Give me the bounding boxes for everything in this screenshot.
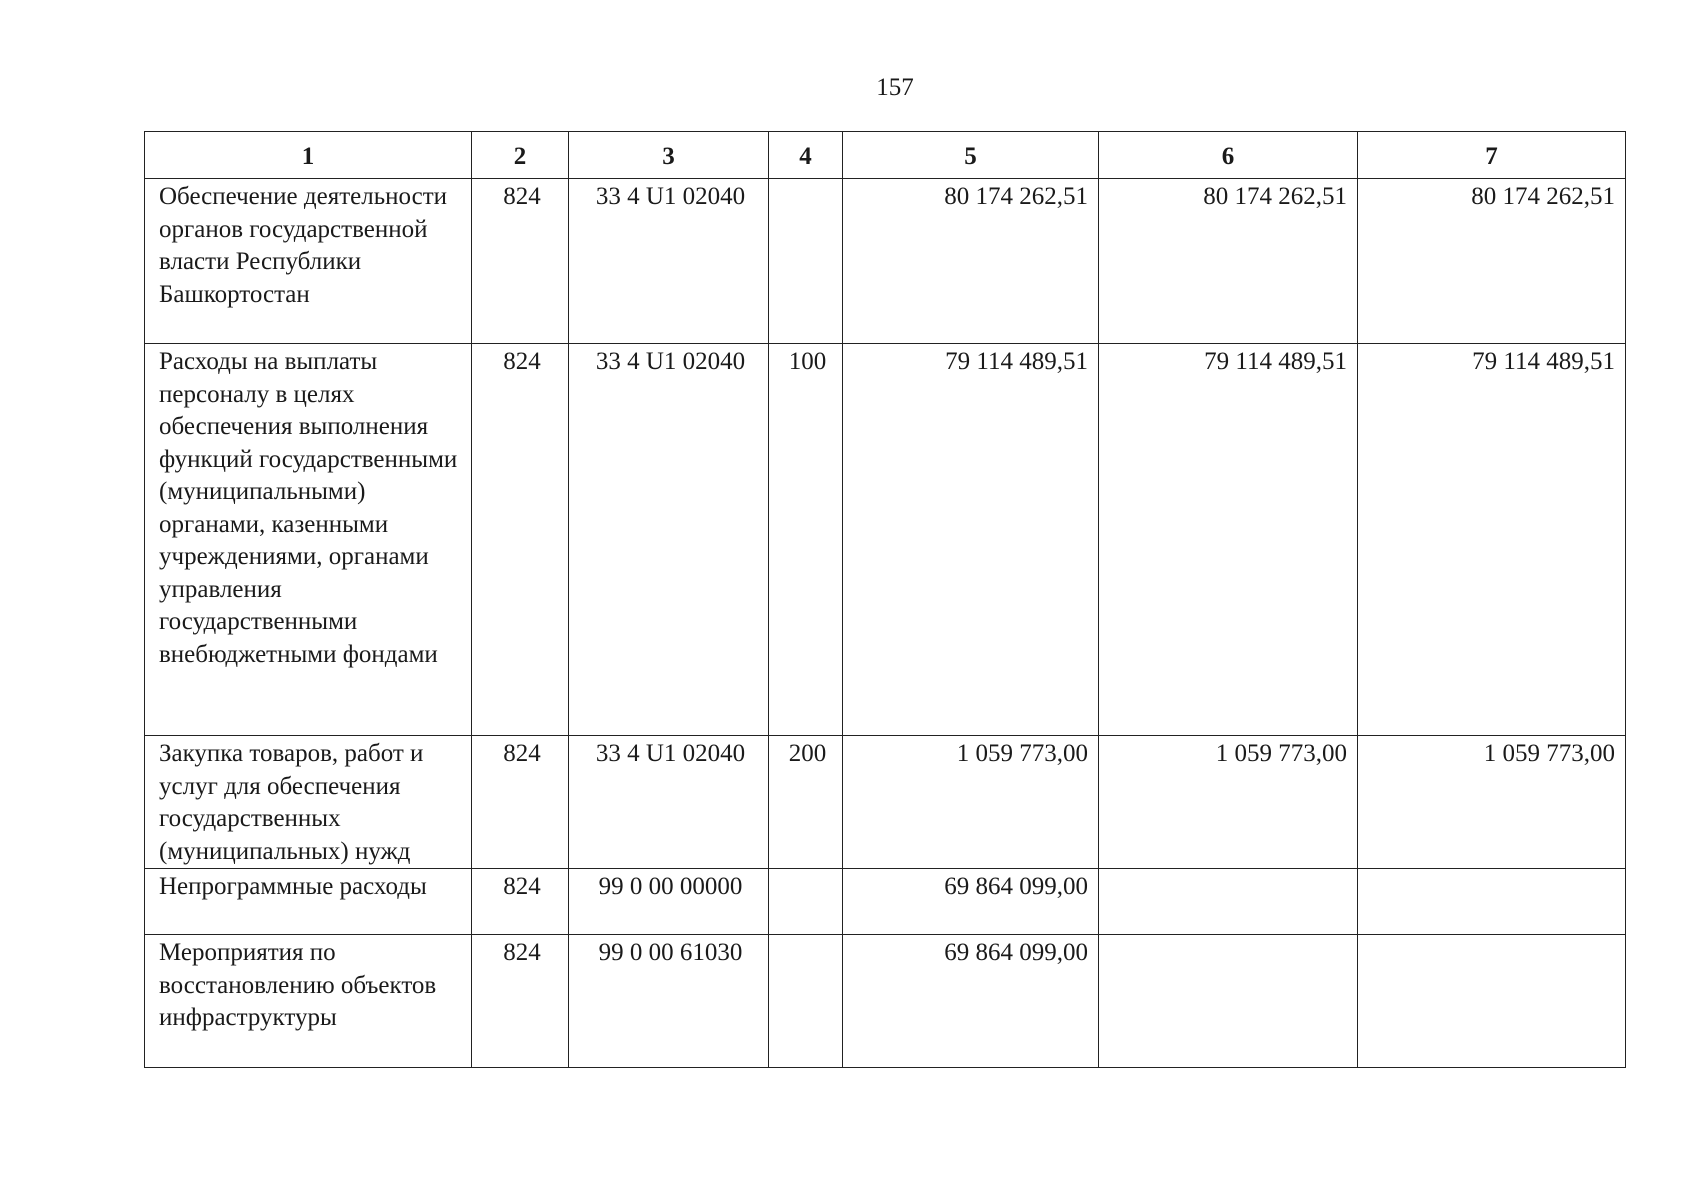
amount-col-5: 80 174 262,51 [843, 179, 1099, 344]
row-name: Расходы на выплаты персоналу в целях обеспечения выполнения функций государственными (муниципальными) органами, казенными учреждениями, органами управления государственными внебюджетными фондами [145, 344, 472, 736]
row-name: Обеспечение деятельности органов государственной власти Республики Башкортостан [145, 179, 472, 344]
table-row [145, 344, 1626, 736]
amount-col-7 [1358, 869, 1626, 935]
amount-col-7: 1 059 773,00 [1358, 736, 1626, 869]
table-row [145, 179, 1626, 344]
amount-col-5: 79 114 489,51 [843, 344, 1099, 736]
amount-col-5: 1 059 773,00 [843, 736, 1099, 869]
target-item-code: 33 4 U1 02040 [569, 736, 769, 869]
amount-col-5: 69 864 099,00 [843, 869, 1099, 935]
column-header: 7 [1358, 132, 1626, 179]
target-item-code: 99 0 00 61030 [569, 935, 769, 1068]
target-item-code: 33 4 U1 02040 [569, 344, 769, 736]
expense-type-code: 100 [769, 344, 843, 736]
expense-type-code [769, 869, 843, 935]
amount-col-5: 69 864 099,00 [843, 935, 1099, 1068]
expense-type-code [769, 935, 843, 1068]
department-code: 824 [472, 736, 569, 869]
table-row [145, 869, 1626, 935]
target-item-code: 33 4 U1 02040 [569, 179, 769, 344]
amount-col-6 [1099, 935, 1358, 1068]
column-header: 4 [769, 132, 843, 179]
amount-col-6: 80 174 262,51 [1099, 179, 1358, 344]
amount-col-6: 79 114 489,51 [1099, 344, 1358, 736]
table-header-row [145, 132, 1626, 179]
department-code: 824 [472, 344, 569, 736]
row-name: Мероприятия по восстановлению объектов инфраструктуры [145, 935, 472, 1068]
amount-col-6: 1 059 773,00 [1099, 736, 1358, 869]
department-code: 824 [472, 179, 569, 344]
column-header: 6 [1099, 132, 1358, 179]
row-name: Закупка товаров, работ и услуг для обеспечения государственных (муниципальных) нужд [145, 736, 472, 869]
column-header: 2 [472, 132, 569, 179]
expense-type-code [769, 179, 843, 344]
department-code: 824 [472, 935, 569, 1068]
target-item-code: 99 0 00 00000 [569, 869, 769, 935]
table-row [145, 935, 1626, 1068]
amount-col-7 [1358, 935, 1626, 1068]
amount-col-7: 80 174 262,51 [1358, 179, 1626, 344]
page-number: 157 [876, 74, 914, 101]
row-name: Непрограммные расходы [145, 869, 472, 935]
amount-col-7: 79 114 489,51 [1358, 344, 1626, 736]
column-header: 3 [569, 132, 769, 179]
column-header: 5 [843, 132, 1099, 179]
column-header: 1 [145, 132, 472, 179]
table-row [145, 736, 1626, 869]
budget-table [144, 131, 1626, 1068]
expense-type-code: 200 [769, 736, 843, 869]
department-code: 824 [472, 869, 569, 935]
amount-col-6 [1099, 869, 1358, 935]
